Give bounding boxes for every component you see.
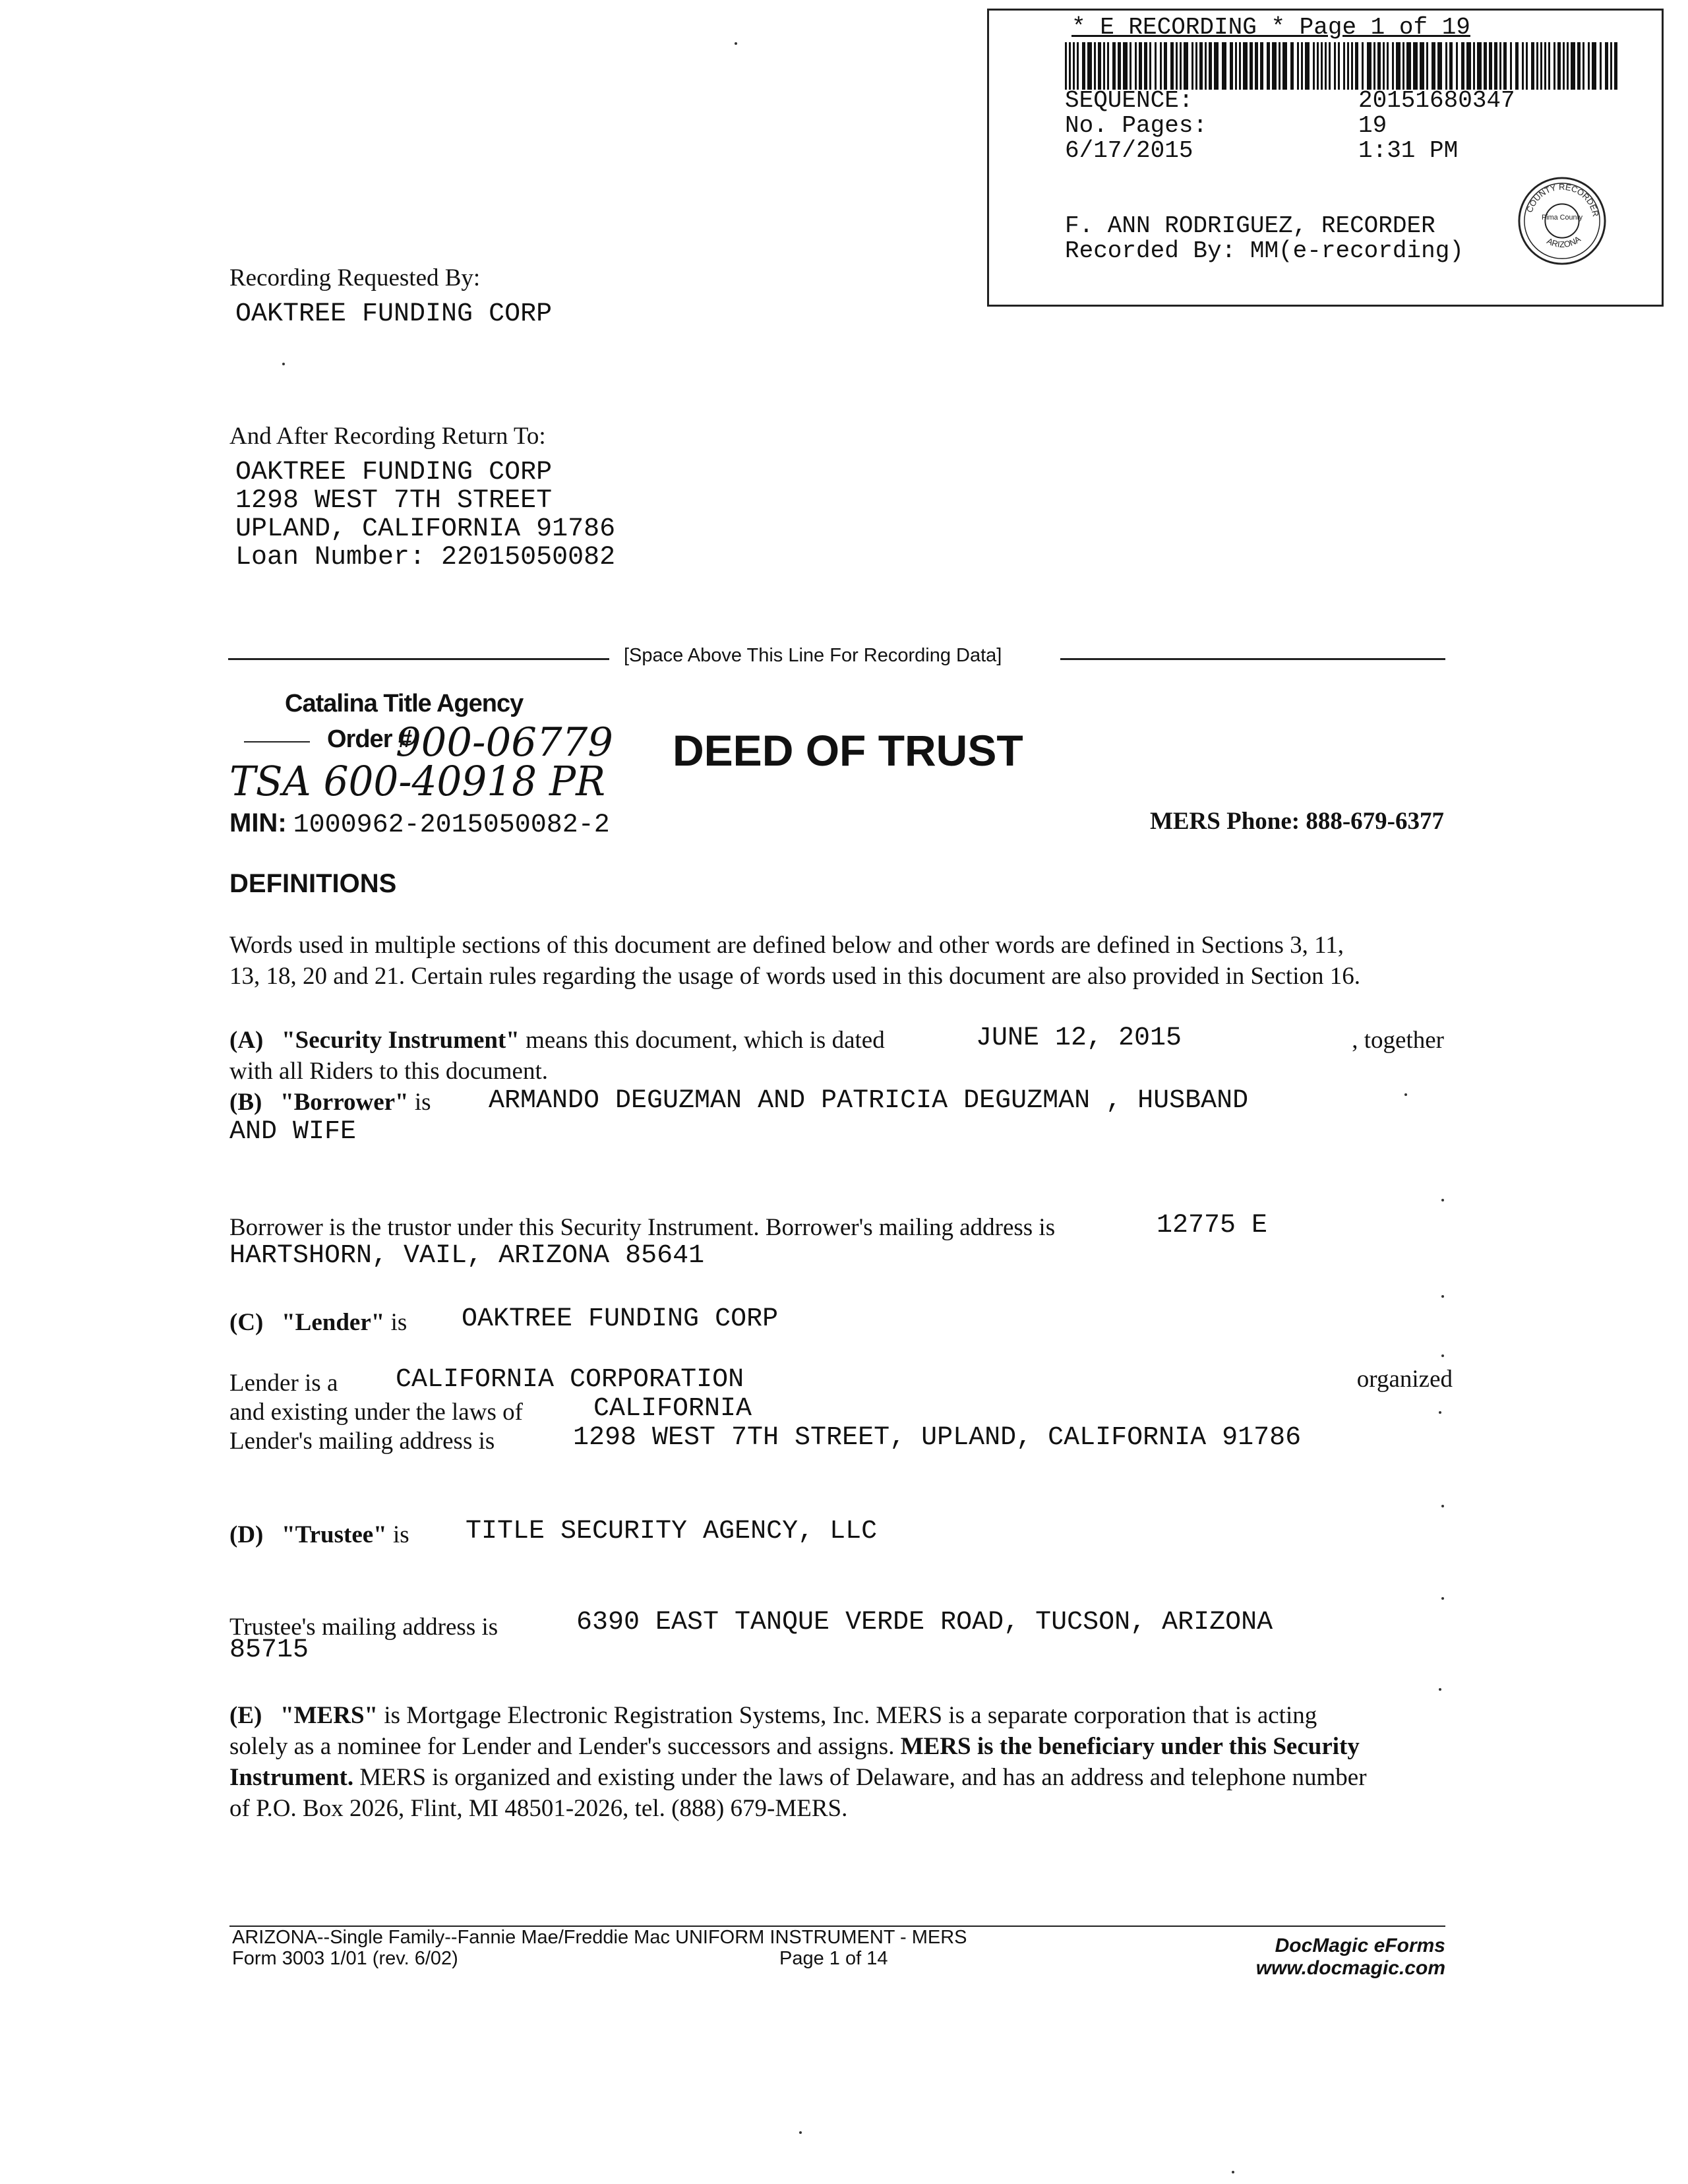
barcode-bar xyxy=(1563,42,1565,90)
speck xyxy=(1439,1411,1441,1414)
section-e-label: (E) xyxy=(229,1702,262,1729)
tsa-number-handwritten: TSA 600-40918 PR xyxy=(229,757,605,805)
section-e-text-2a: solely as a nominee for Lender and Lender's successors and assigns. xyxy=(229,1733,895,1760)
sequence-label: SEQUENCE: xyxy=(1065,87,1193,114)
section-e-line-3 xyxy=(229,1763,1367,1792)
borrower-names-cont: AND WIFE xyxy=(229,1117,357,1147)
lender-name: OAKTREE FUNDING CORP xyxy=(462,1304,779,1334)
barcode-bar xyxy=(1588,42,1590,90)
barcode-bar xyxy=(1577,42,1581,90)
barcode-bar xyxy=(1176,42,1178,90)
stamp-header: * E RECORDING * Page 1 of 19 xyxy=(1071,14,1470,41)
loan-number: Loan Number: 22015050082 xyxy=(235,543,616,572)
seal-top-text: COUNTY RECORDER xyxy=(1524,181,1601,218)
barcode-bar xyxy=(1413,42,1418,90)
footer-page-number: Page 1 of 14 xyxy=(779,1948,888,1969)
barcode-bar xyxy=(1144,42,1147,90)
borrower-names: ARMANDO DEGUZMAN AND PATRICIA DEGUZMAN , HUSBAND xyxy=(489,1086,1249,1116)
barcode-bar xyxy=(1243,42,1248,90)
barcode-bar xyxy=(1571,42,1575,90)
barcode-bar xyxy=(1526,42,1528,90)
barcode-bar xyxy=(1112,42,1116,90)
seal-center-text: Pima County xyxy=(1542,214,1582,222)
trustee-address-1: 6390 EAST TANQUE VERDE ROAD, TUCSON, ARIZONA xyxy=(576,1608,1273,1637)
min-row xyxy=(229,807,610,840)
docmagic-url: www.docmagic.com xyxy=(1255,1957,1445,1979)
barcode-bar xyxy=(1402,42,1404,90)
security-instrument-date: JUNE 12, 2015 xyxy=(976,1023,1182,1053)
section-d-is: is xyxy=(392,1521,409,1548)
barcode-bar xyxy=(1077,42,1079,90)
section-c-term: "Lender" xyxy=(282,1309,385,1336)
space-above-line-label: [Space Above This Line For Recording Data] xyxy=(624,645,1002,666)
barcode-bar xyxy=(1279,42,1281,90)
section-a-line-2: with all Riders to this document. xyxy=(229,1058,549,1085)
barcode-bar xyxy=(1255,42,1258,90)
barcode-bar xyxy=(1489,42,1492,90)
section-e-text-3b: MERS is organized and existing under the laws of Delaware, and has an address and telephone number xyxy=(359,1764,1367,1791)
stamp-underline xyxy=(244,741,310,743)
barcode-bar xyxy=(1065,42,1067,90)
sequence-value: 20151680347 xyxy=(1358,87,1515,114)
return-to-line-3: UPLAND, CALIFORNIA 91786 xyxy=(235,514,616,544)
section-d-line-1 xyxy=(229,1521,409,1549)
barcode-bar xyxy=(1230,42,1233,90)
barcode-bar xyxy=(1557,42,1561,90)
svg-text:ARIZONA xyxy=(1545,233,1582,249)
barcode-bar xyxy=(1510,42,1512,90)
barcode-bar xyxy=(1222,42,1226,90)
barcode-bar xyxy=(1297,42,1299,90)
barcode-bar xyxy=(1325,42,1327,90)
barcode-bar xyxy=(1282,42,1287,90)
trustee-address-2: 85715 xyxy=(229,1635,309,1665)
speck xyxy=(1441,1199,1444,1201)
barcode-bar xyxy=(1094,42,1096,90)
barcode-bar xyxy=(1456,42,1458,90)
barcode-bar xyxy=(1605,42,1608,90)
barcode-bar xyxy=(1087,42,1092,90)
barcode-bar xyxy=(1135,42,1137,90)
section-a-suffix: , together xyxy=(1352,1027,1444,1054)
barcode-bar xyxy=(1499,42,1501,90)
barcode-bar xyxy=(1610,42,1612,90)
barcode-bar xyxy=(1235,42,1237,90)
barcode-bar xyxy=(1321,42,1323,90)
barcode-bar xyxy=(1503,42,1507,90)
barcode-bar xyxy=(1544,42,1546,90)
return-to-line-1: OAKTREE FUNDING CORP xyxy=(235,458,553,487)
barcode-bar xyxy=(1250,42,1253,90)
barcode-bar xyxy=(1107,42,1109,90)
recorder-name: F. ANN RODRIGUEZ, RECORDER xyxy=(1065,212,1435,239)
barcode-bar xyxy=(1338,42,1340,90)
barcode-bar xyxy=(1301,42,1303,90)
barcode-bar xyxy=(1329,42,1331,90)
section-a-line-1 xyxy=(229,1026,885,1054)
section-e-line-1 xyxy=(229,1701,1317,1730)
barcode-bar xyxy=(1155,42,1157,90)
barcode-bar xyxy=(1214,42,1219,90)
barcode-bar xyxy=(1494,42,1497,90)
speck xyxy=(1404,1093,1407,1096)
barcode-bar xyxy=(1477,42,1482,90)
barcode-bar xyxy=(1130,42,1131,90)
borrower-trustor-text: Borrower is the trustor under this Security Instrument. Borrower's mailing address is xyxy=(229,1214,1056,1241)
barcode-bar xyxy=(1195,42,1197,90)
barcode-bar xyxy=(1149,42,1151,90)
barcode-bar xyxy=(1351,42,1353,90)
speck xyxy=(1439,1688,1441,1691)
section-a-text: means this document, which is dated xyxy=(526,1027,885,1054)
barcode-bar xyxy=(1139,42,1142,90)
barcode-bar xyxy=(1209,42,1212,90)
barcode-bar xyxy=(1396,42,1401,90)
speck xyxy=(1441,1597,1444,1600)
barcode-bar xyxy=(1334,42,1336,90)
footer-form-title: ARIZONA--Single Family--Fannie Mae/Freddie Mac UNIFORM INSTRUMENT - MERS xyxy=(232,1927,967,1948)
section-e-line-2 xyxy=(229,1732,1360,1761)
barcode-bar xyxy=(1305,42,1310,90)
existing-under-laws: and existing under the laws of xyxy=(229,1399,523,1426)
trustee-address-label: Trustee's mailing address is xyxy=(229,1614,498,1641)
barcode-bar xyxy=(1290,42,1294,90)
min-label: MIN: xyxy=(229,808,287,837)
barcode-bar xyxy=(1548,42,1550,90)
barcode-bar xyxy=(1362,42,1364,90)
speck xyxy=(799,2131,802,2134)
barcode-bar xyxy=(1272,42,1277,90)
barcode-bar xyxy=(1420,42,1424,90)
barcode-bar xyxy=(1383,42,1385,90)
return-to-line-2: 1298 WEST 7TH STREET xyxy=(235,486,553,516)
barcode-bar xyxy=(1355,42,1358,90)
barcode-bar xyxy=(1426,42,1428,90)
speck xyxy=(282,363,285,365)
section-e-term: "MERS" xyxy=(280,1702,378,1729)
definitions-heading: DEFINITIONS xyxy=(229,869,397,898)
tsa-handwriting xyxy=(229,754,612,807)
barcode-bar xyxy=(1317,42,1319,90)
barcode-bar xyxy=(1553,42,1555,90)
min-value: 1000962-2015050082-2 xyxy=(293,810,610,840)
section-a-label: (A) xyxy=(229,1027,264,1054)
recording-requested-name: OAKTREE FUNDING CORP xyxy=(235,299,553,329)
barcode-bar xyxy=(1191,42,1193,90)
barcode-bar xyxy=(1180,42,1182,90)
section-c-line-1 xyxy=(229,1308,407,1337)
speck xyxy=(1441,1354,1444,1357)
barcode-bar xyxy=(1432,42,1436,90)
barcode-bar xyxy=(1373,42,1375,90)
pages-label: No. Pages: xyxy=(1065,112,1208,139)
record-time: 1:31 PM xyxy=(1358,137,1459,164)
lender-corp-type: CALIFORNIA CORPORATION xyxy=(396,1365,744,1395)
intro-line-2: 13, 18, 20 and 21. Certain rules regarding the usage of words used in this document are also provided in Section 16. xyxy=(229,963,1360,990)
barcode-bar xyxy=(1592,42,1596,90)
recording-requested-label: Recording Requested By: xyxy=(229,264,481,291)
return-to-label: And After Recording Return To: xyxy=(229,423,546,450)
barcode-bar xyxy=(1164,42,1167,90)
barcode-bar xyxy=(1461,42,1464,90)
organized-text: organized xyxy=(1356,1366,1453,1393)
section-e-text-1: is Mortgage Electronic Registration Systems, Inc. MERS is a separate corporation that is acting xyxy=(384,1702,1317,1729)
recording-stamp xyxy=(987,9,1664,307)
barcode-bar xyxy=(1582,42,1584,90)
barcode-bar xyxy=(1347,42,1349,90)
recorded-by: Recorded By: MM(e-recording) xyxy=(1065,237,1464,264)
trustee-name: TITLE SECURITY AGENCY, LLC xyxy=(466,1517,878,1546)
lender-address: 1298 WEST 7TH STREET, UPLAND, CALIFORNIA 91786 xyxy=(573,1423,1302,1453)
barcode-bar xyxy=(1392,42,1394,90)
section-d-label: (D) xyxy=(229,1521,264,1548)
section-e-line-4: of P.O. Box 2026, Flint, MI 48501-2026, tel. (888) 679-MERS. xyxy=(229,1795,848,1822)
barcode-bar xyxy=(1600,42,1602,90)
docmagic-logo: DocMagic eForms xyxy=(1275,1935,1445,1957)
mers-phone: MERS Phone: 888-679-6377 xyxy=(1149,808,1444,835)
divider-left xyxy=(228,658,609,660)
order-label: Order # xyxy=(327,725,412,753)
barcode-bar xyxy=(1103,42,1105,90)
intro-line-1: Words used in multiple sections of this document are defined below and other words are defined in Sections 3, 11, xyxy=(229,932,1344,959)
barcode-bar xyxy=(1377,42,1381,90)
section-d-term: "Trustee" xyxy=(282,1521,387,1548)
barcode-bar xyxy=(1387,42,1389,90)
barcode-bar xyxy=(1239,42,1241,90)
speck xyxy=(1232,2171,1234,2173)
section-e-text-3a: Instrument. xyxy=(229,1764,354,1791)
borrower-address-2: HARTSHORN, VAIL, ARIZONA 85641 xyxy=(229,1241,705,1271)
barcode-bar xyxy=(1205,42,1207,90)
barcode-bar xyxy=(1082,42,1085,90)
barcode-bar xyxy=(1313,42,1315,90)
barcode-bar xyxy=(1118,42,1121,90)
borrower-address-1: 12775 E xyxy=(1157,1211,1268,1240)
barcode-bar xyxy=(1160,42,1162,90)
section-b-term: "Borrower" xyxy=(280,1089,409,1116)
section-c-is: is xyxy=(390,1309,407,1336)
document-title: DEED OF TRUST xyxy=(673,726,1023,775)
barcode-bar xyxy=(1406,42,1411,90)
barcode-bar xyxy=(1343,42,1345,90)
speck xyxy=(1441,1295,1444,1298)
barcode-bar xyxy=(1123,42,1128,90)
lender-state: CALIFORNIA xyxy=(593,1394,752,1424)
section-b-label: (B) xyxy=(229,1089,262,1116)
barcode-bar xyxy=(1073,42,1075,90)
barcode-bar xyxy=(1199,42,1203,90)
barcode-bar xyxy=(1069,42,1071,90)
barcode-bar xyxy=(1473,42,1475,90)
barcode-bar xyxy=(1267,42,1270,90)
section-b-is: is xyxy=(414,1089,431,1116)
agency-stamp: Catalina Title Agency xyxy=(285,690,524,717)
lender-address-label: Lender's mailing address is xyxy=(229,1428,495,1455)
barcode-bar xyxy=(1484,42,1487,90)
pages-value: 19 xyxy=(1358,112,1387,139)
lender-is-a: Lender is a xyxy=(229,1370,338,1397)
barcode xyxy=(1065,42,1621,90)
section-e-text-2b: MERS is the beneficiary under this Security xyxy=(900,1733,1360,1760)
barcode-bar xyxy=(1260,42,1263,90)
section-c-label: (C) xyxy=(229,1309,264,1336)
barcode-bar xyxy=(1098,42,1101,90)
barcode-bar xyxy=(1367,42,1372,90)
barcode-bar xyxy=(1614,42,1617,90)
barcode-bar xyxy=(1170,42,1174,90)
seal-bottom-text: ARIZONA xyxy=(1545,233,1582,250)
section-b-line-1 xyxy=(229,1088,431,1116)
barcode-bar xyxy=(1531,42,1534,90)
barcode-bar xyxy=(1567,42,1569,90)
barcode-bar xyxy=(1445,42,1447,90)
county-seal-icon xyxy=(1517,175,1608,266)
section-a-term: "Security Instrument" xyxy=(282,1027,520,1054)
record-date: 6/17/2015 xyxy=(1065,137,1193,164)
barcode-bar xyxy=(1536,42,1538,90)
speck xyxy=(735,42,737,45)
order-number-handwritten: 900-06779 xyxy=(396,719,613,766)
footer-form-number: Form 3003 1/01 (rev. 6/02) xyxy=(232,1948,458,1969)
barcode-bar xyxy=(1449,42,1453,90)
barcode-bar xyxy=(1522,42,1524,90)
divider-right xyxy=(1060,658,1445,660)
barcode-bar xyxy=(1466,42,1471,90)
barcode-bar xyxy=(1515,42,1519,90)
barcode-bar xyxy=(1437,42,1442,90)
barcode-bar xyxy=(1184,42,1188,90)
speck xyxy=(1441,1505,1444,1507)
barcode-bar xyxy=(1540,42,1542,90)
